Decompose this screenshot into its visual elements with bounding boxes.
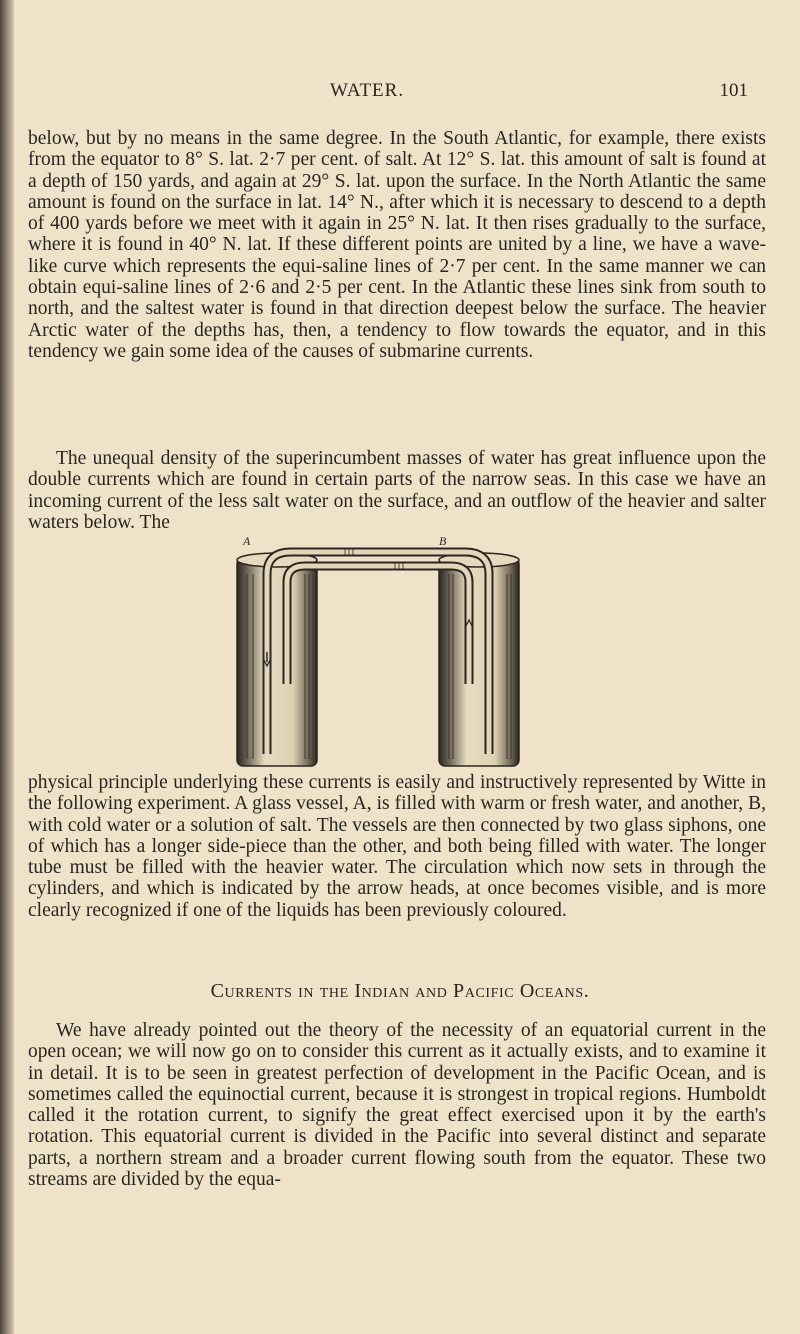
- page-number: 101: [719, 80, 748, 101]
- siphon-apparatus-illustration: [225, 534, 535, 770]
- running-title: WATER.: [330, 80, 405, 101]
- paragraph-experiment: physical principle underlying these currents is easily and instructively represented by Witte in the following experiment. A glass vessel, A, is filled with warm or fresh water, and another, B, with cold water or a solution of salt. The vessels are then connected by two glass siphons, one of which has a longer side-piece than the other, and both being filled with water. The longer tube must be filled with the heavier water. The circulation which now sets in through the cylinders, and which is indicated by the arrow heads, at once becomes visible, and is more clearly recognized if one of the liquids has been previously coloured.: [28, 772, 766, 921]
- paragraph-equatorial-current: We have already pointed out the theory of the necessity of an equatorial current in the open ocean; we will now go on to consider this current as it actually exists, and to examine it in detail. It is to be seen in greatest perfection of development in the Pacific Ocean, and is sometimes called the equinoctial current, because it is strongest in tropical regions. Humboldt called it the rotation current, to signify the great effect exercised upon it by the earth's rotation. This equatorial current is divided in the Pacific into several distinct and separate parts, a northern stream and a broader current flowing south from the equator. These two streams are divided by the equa-: [28, 1020, 766, 1191]
- vessel-a: [237, 553, 317, 766]
- page-header: [0, 80, 800, 110]
- vessel-b: [439, 553, 519, 766]
- paragraph-density: The unequal density of the superincumbent masses of water has great influence upon the double currents which are found in certain parts of the narrow seas. In this case we have an incoming current of the less salt water on the surface, and an outflow of the heavier and salter waters below. The: [28, 448, 766, 533]
- vessel-a-label: A: [243, 534, 251, 548]
- paragraph-salinity: below, but by no means in the same degree. In the South Atlantic, for example, there exists from the equator to 8° S. lat. 2·7 per cent. of salt. At 12° S. lat. this amount of salt is found at a depth of 150 yards, and again at 29° S. lat. upon the surface. In the North Atlantic the same amount is found on the surface in lat. 14° N., after which it is necessary to descend to a depth of 400 yards before we meet with it again in 25° N. lat. It then rises gradually to the surface, where it is found in 40° N. lat. If these different points are united by a line, we have a wave-like curve which represents the equi-saline lines of 2·7 per cent. In the same manner we can obtain equi-saline lines of 2·6 and 2·5 per cent. In the Atlantic these lines sink from south to north, and the saltest water is found in that direction deepest below the surface. The heavier Arctic water of the depths has, then, a tendency to flow towards the equator, and in this tendency we gain some idea of the causes of submarine currents.: [28, 128, 766, 362]
- vessel-b-label: B: [439, 534, 447, 548]
- siphon-experiment-figure: [225, 534, 535, 770]
- section-heading: Currents in the Indian and Pacific Oceans.: [210, 980, 590, 1002]
